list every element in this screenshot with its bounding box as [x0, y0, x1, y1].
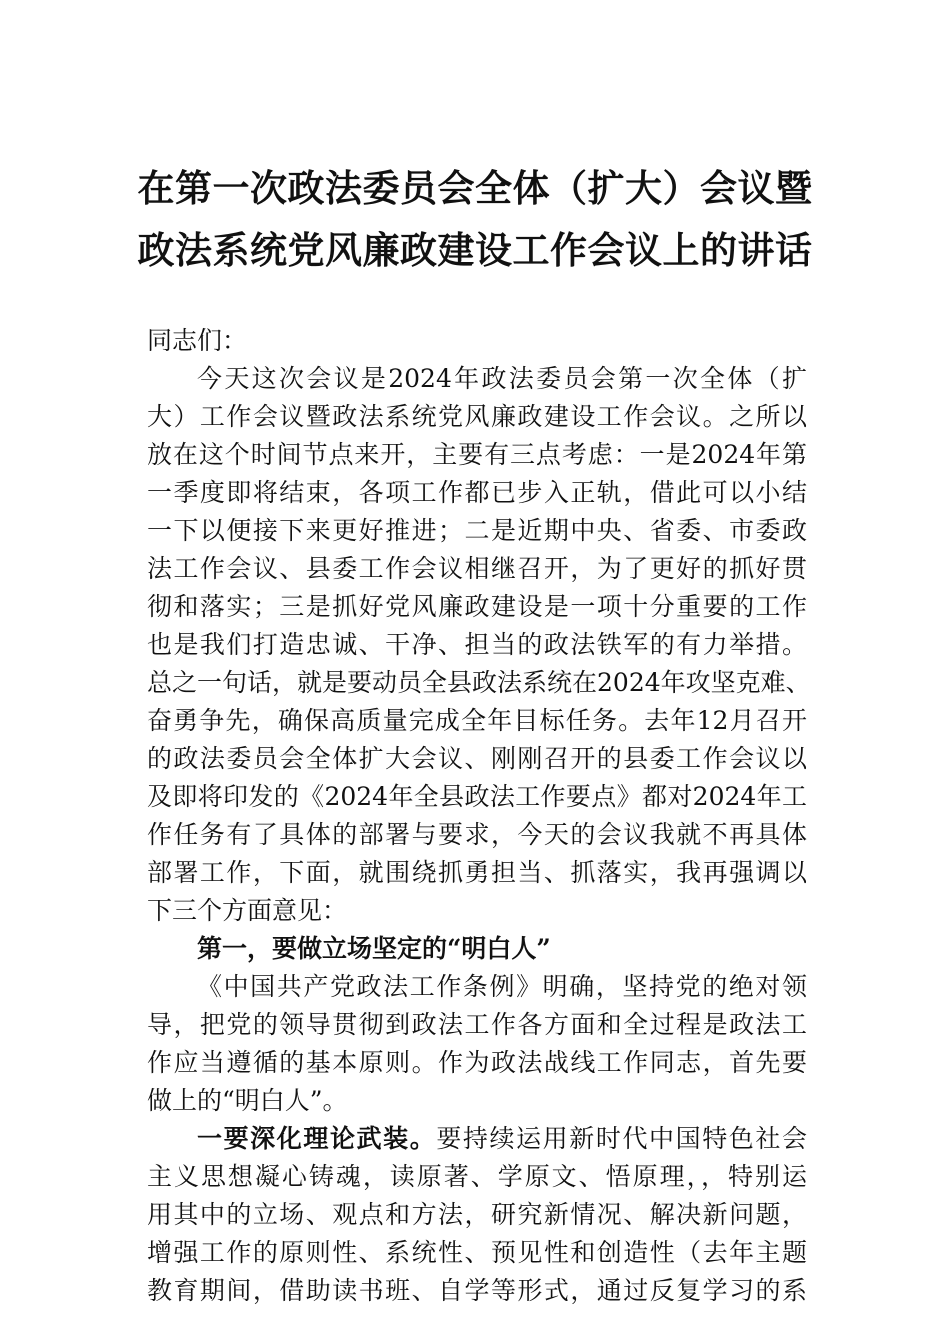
paragraph-line: 也是我们打造忠诚、干净、担当的政法铁军的有力举措。 [147, 630, 807, 659]
document-title-line-2: 政法系统党风廉政建设工作会议上的讲话 [137, 228, 813, 272]
paragraph-line: 增强工作的原则性、系统性、预见性和创造性（去年主题 [147, 1238, 807, 1267]
paragraph-line: 及即将印发的《2024年全县政法工作要点》都对2024年工 [147, 782, 807, 811]
paragraph-intro [147, 360, 811, 930]
document-body [147, 322, 811, 1310]
paragraph-line: 一季度即将结束，各项工作都已步入正轨，借此可以小结 [147, 478, 807, 507]
paragraph-line: 总之一句话，就是要动员全县政法系统在2024年攻坚克难、 [147, 668, 811, 697]
paragraph-theory [147, 1120, 807, 1310]
paragraph-lead-rest: 要持续运用新时代中国特色社会 [436, 1124, 807, 1153]
paragraph-line [147, 1120, 807, 1158]
paragraph-line: 大）工作会议暨政法系统党风廉政建设工作会议。之所以 [147, 402, 807, 431]
paragraph-line: 下三个方面意见： [147, 896, 348, 925]
paragraph-regulation [147, 968, 807, 1120]
paragraph-line: 主义思想凝心铸魂，读原著、学原文、悟原理，，特别运 [147, 1162, 807, 1191]
paragraph-line: 做上的“明白人”。 [147, 1086, 348, 1115]
paragraph-lead: 一要深化理论武装。 [197, 1124, 437, 1153]
paragraph-line: 放在这个时间节点来开，主要有三点考虑：一是2024年第 [147, 440, 807, 469]
paragraph-line: 彻和落实；三是抓好党风廉政建设是一项十分重要的工作 [147, 592, 807, 621]
paragraph-line: 导，把党的领导贯彻到政法工作各方面和全过程是政法工 [147, 1010, 807, 1039]
salutation: 同志们： [147, 326, 248, 355]
paragraph-line: 教育期间，借助读书班、自学等形式，通过反复学习的系 [147, 1276, 807, 1305]
document-title-line-1: 在第一次政法委员会全体（扩大）会议暨 [137, 166, 813, 210]
paragraph-line: 奋勇争先，确保高质量完成全年目标任务。去年12月召开 [147, 706, 807, 735]
paragraph-line: 一下以便接下来更好推进；二是近期中央、省委、市委政 [147, 516, 807, 545]
paragraph-line: 作应当遵循的基本原则。作为政法战线工作同志，首先要 [147, 1048, 807, 1077]
section-heading-1: 第一，要做立场坚定的“明白人” [197, 934, 551, 963]
paragraph-line: 部署工作，下面，就围绕抓勇担当、抓落实，我再强调以 [147, 858, 807, 887]
paragraph-line: 用其中的立场、观点和方法，研究新情况、解决新问题， [147, 1200, 807, 1229]
paragraph-line: 今天这次会议是2024年政法委员会第一次全体（扩 [197, 364, 807, 393]
paragraph-line: 的政法委员会全体扩大会议、刚刚召开的县委工作会议以 [147, 744, 807, 773]
paragraph-line: 《中国共产党政法工作条例》明确，坚持党的绝对领 [197, 972, 807, 1001]
paragraph-line: 法工作会议、县委工作会议相继召开，为了更好的抓好贯 [147, 554, 807, 583]
paragraph-line: 作任务有了具体的部署与要求，今天的会议我就不再具体 [147, 820, 807, 849]
